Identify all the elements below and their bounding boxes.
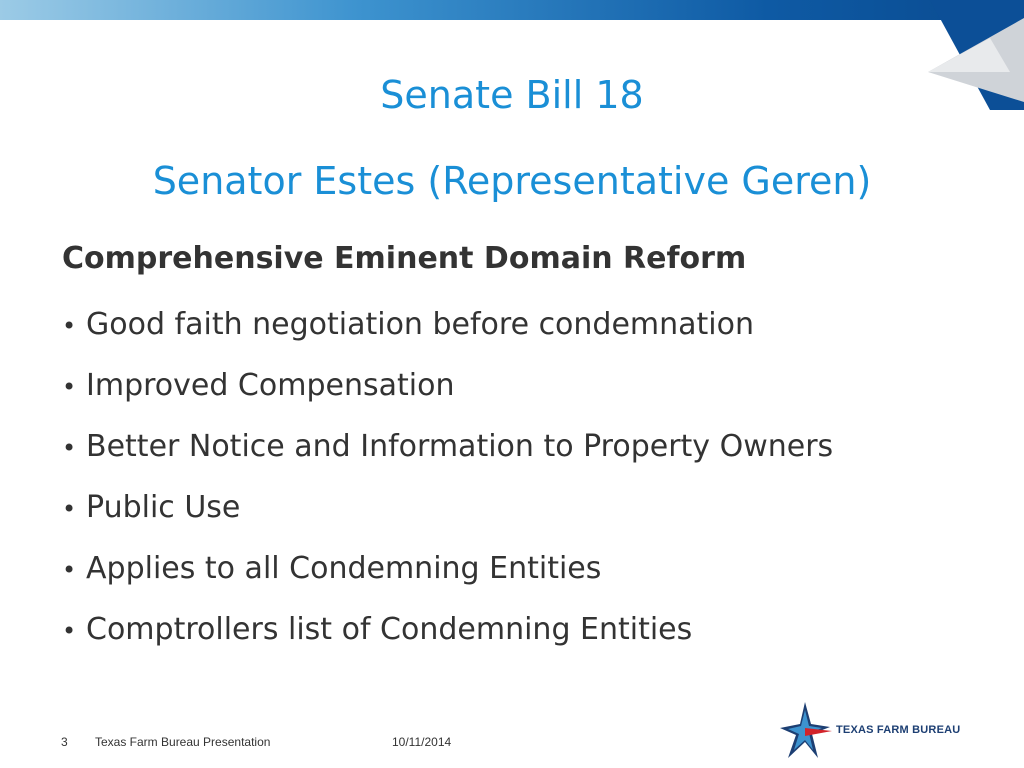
bullet-dot-icon: • [62, 373, 77, 401]
bullet-item [62, 489, 1002, 550]
bullet-dot-icon: • [62, 495, 77, 523]
bullet-dot-icon: • [62, 312, 77, 340]
bullet-text: Good faith negotiation before condemnation [86, 307, 755, 342]
bullet-dot-icon: • [62, 434, 77, 462]
texas-farm-bureau-logo [778, 700, 978, 762]
bullet-dot-icon: • [62, 556, 77, 584]
lead-heading: Comprehensive Eminent Domain Reform [62, 241, 747, 276]
logo-wordmark: TEXAS FARM BUREAU [836, 724, 961, 736]
footer-presenter: Texas Farm Bureau Presentation [95, 735, 271, 749]
bullet-item [62, 428, 1002, 489]
bullet-item [62, 367, 1002, 428]
bullet-dot-icon: • [62, 617, 77, 645]
footer-date: 10/11/2014 [392, 735, 452, 749]
bullet-list [62, 306, 1002, 672]
footer-slide-number: 3 [61, 735, 68, 749]
bullet-item [62, 611, 1002, 672]
bullet-text: Comptrollers list of Condemning Entities [86, 612, 693, 647]
slide-title: Senate Bill 18 [380, 73, 644, 117]
bullet-text: Improved Compensation [86, 368, 455, 403]
bullet-text: Public Use [86, 490, 241, 525]
bullet-item [62, 306, 1002, 367]
bullet-text: Better Notice and Information to Property Owners [86, 429, 834, 464]
texas-star-logo-icon [778, 700, 832, 762]
slide-subtitle: Senator Estes (Representative Geren) [152, 159, 872, 203]
bullet-item [62, 550, 1002, 611]
bullet-text: Applies to all Condemning Entities [86, 551, 602, 586]
